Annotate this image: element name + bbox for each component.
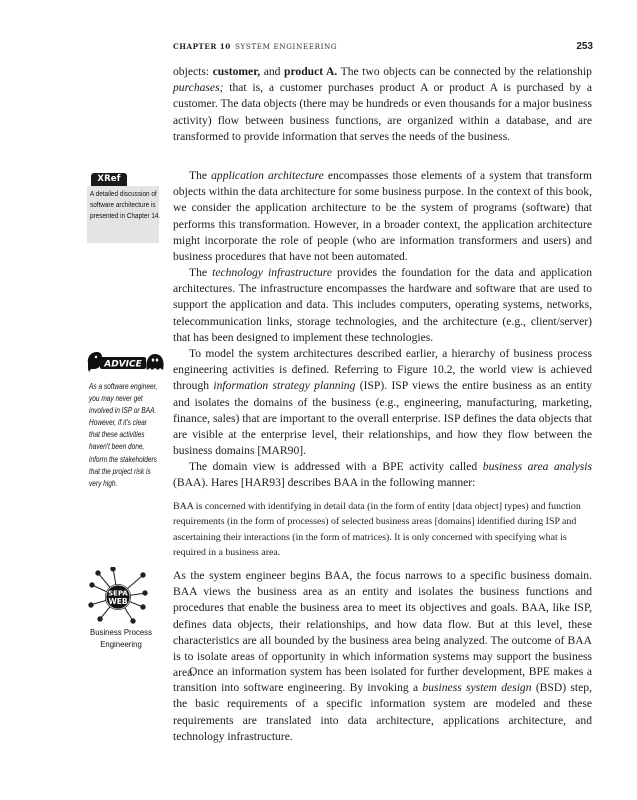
xref-tag: XRef [91,173,127,186]
page-number: 253 [576,41,593,52]
text-run: (ISP). ISP views the entire business as an entity and isolates the domains of the business (e.g., engineering, manufacturing, marketing, finance, sales) that are important to the overall enterprise. ISP defines the data objects that are visible at the enterprise level, their relationships, and how they flow between the business domains [MAR90]. [173,379,592,458]
paragraph-application-architecture [173,168,592,265]
chapter-label: CHAPTER 10 [173,42,231,51]
advice-icon [85,349,165,373]
text-run: (BAA). Hares [HAR93] describes BAA in the following manner: [173,476,476,490]
bold-term: customer, [212,65,261,78]
advice-header [85,349,165,373]
network-hub-icon [88,567,148,627]
text-run: The [189,266,213,279]
paragraph-bsd [173,664,592,745]
chapter-title: SYSTEM ENGINEERING [235,42,338,51]
text-run: The [189,169,212,182]
text-run: provides the foundation for the data and application architectures. The infrastructure encompasses the hardware and software that are used to support the application and data. This includes computers, operating systems, networks, telecommunication links, storage technologies, and the architecture (e.g., client/server) that has been designed to implement these technologies. [173,266,592,344]
text-run: BAA is concerned with identifying in detail data (in the form of entity [data object] types) and function requirements (in the form of processes) of selected business areas [domains] identified during ISP and ascertaining their interactions (in the form of matrices). It is only concerned with specifying what is required in a business area. [173,501,581,559]
text-run: and [260,65,285,78]
block-quote-hares [173,499,592,561]
italic-term: business system design [422,681,532,695]
italic-term: purchases; [173,81,224,95]
text-run: encompasses those elements of a system that transform objects within the data architecture for some business purpose. In the context of this book, we consider the application architecture to be the system of programs (software) that performs this transformation. However, in a broader context, the application architecture might incorporate the role of people (who are information transformers and users) and business procedures that have not been automated. [173,169,592,264]
text-run: that is, a customer purchases product A or product A is purchased by a customer. The data objects (there may be hundreds or even thousands for a major business activity) flow between business functions, are organized within a database, and are transformed to provide information that serves the needs of the business. [173,81,592,143]
italic-term: application architecture [211,169,324,182]
sepa-caption: Business Process Engineering [90,628,152,649]
paragraph-baa-intro [173,459,592,491]
bold-term: product A. [284,65,338,78]
italic-term: business area analysis [482,460,593,473]
italic-term: information strategy planning [213,379,356,393]
sepa-badge-line1: SEPA [108,589,128,598]
text-run: (BSD) step, the basic requirements of a specific information system are modeled and these requirements are translated into data architecture, applications architecture, and technology infrastructure. [173,681,592,743]
text-run: To model the system architectures described earlier, a hierarchy of business process engineering activities is defined. Referring to Figure 10.2, the world view is achieved through [173,347,592,393]
advice-text: As a software engineer, you may never get involved in ISP or BAA. However, if it's clear that these activities haven't been done, inform the stakeholders that the project risk is very high. [89,381,158,488]
paragraph-data-objects [173,64,592,145]
text-run: The domain view is addressed with a BPE activity called [189,460,483,473]
paragraph-isp [173,346,592,459]
text-run: As the system engineer begins BAA, the focus narrows to a specific business domain. BAA views the business area as an entity and isolates the business functions and procedures that enable the business area to meet its objectives and goals. BAA, like ISP, defines data objects, their relationships, and how data flow. But at this level, these characteristics are all bounded by the business area being analyzed. The outcome of BAA is to isolate areas of opportunity in which information systems may support the business area. [173,569,592,680]
italic-term: technology infrastructure [212,266,332,279]
xref-text: A detailed discussion of software architecture is presented in Chapter 14. [90,189,161,221]
text-run: Once an information system has been isolated for further development, BPE makes a transition into software engineering. By invoking a [173,665,592,695]
sepa-web-icon [88,567,148,627]
paragraph-technology-infrastructure [173,265,592,346]
advice-label: ADVICE [104,359,142,370]
running-head [173,42,593,56]
text-run: objects: [173,65,213,78]
sepa-badge-line2: WEB [108,597,128,606]
text-run: The two objects can be connected by the relationship [337,65,592,78]
